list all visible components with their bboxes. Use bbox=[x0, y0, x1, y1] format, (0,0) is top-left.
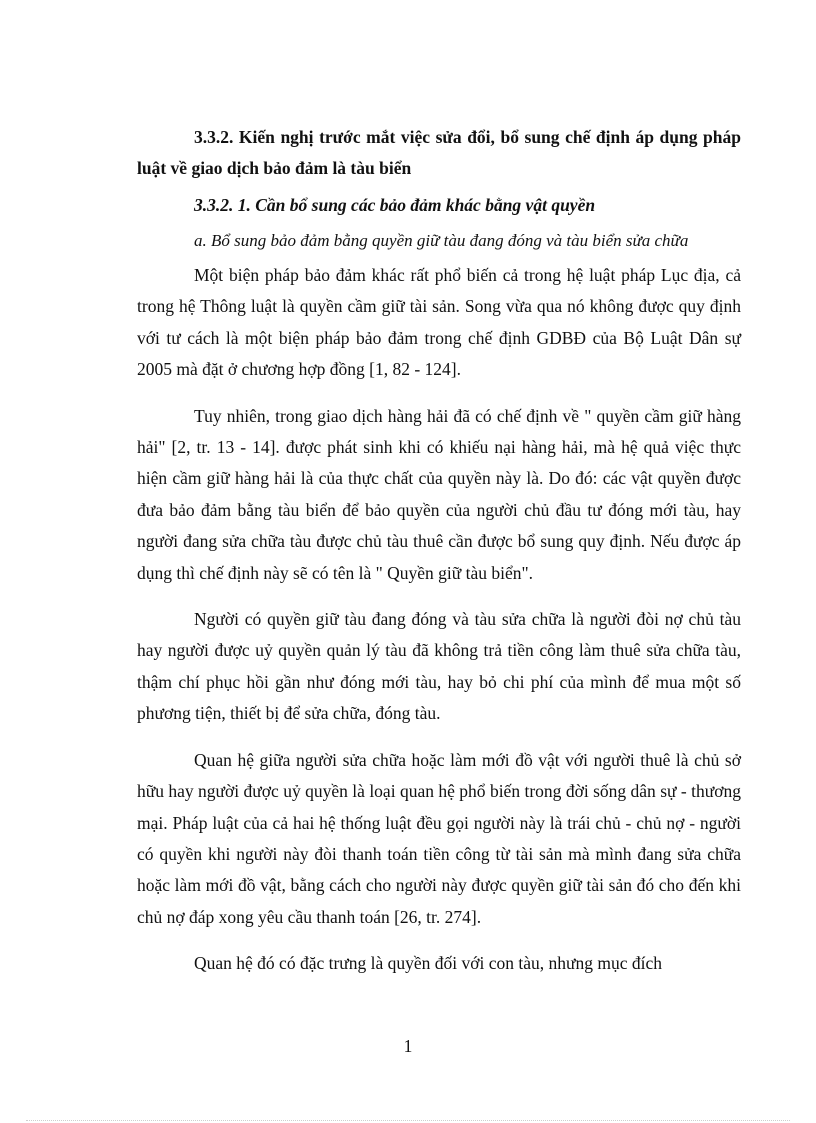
footer-divider bbox=[26, 1120, 790, 1121]
subsection-heading: 3.3.2. 1. Cần bổ sung các bảo đảm khác bằng vật quyền bbox=[194, 195, 596, 215]
paragraph: Một biện pháp bảo đảm khác rất phổ biến cả trong hệ luật pháp Lục địa, cả trong hệ Thông luật là quyền cầm giữ tài sản. Song vừa qua nó không được quy định với tư cách là một biện pháp bảo đảm trong chế định GDBĐ của Bộ Luật Dân sự 2005 mà đặt ở chương hợp đồng [1, 82 - 124]. bbox=[137, 265, 741, 380]
paragraph: Tuy nhiên, trong giao dịch hàng hải đã có chế định về " quyền cầm giữ hàng hải" [2, tr. 13 - 14]. được phát sinh khi có khiếu nại hàng hải, mà hệ quả việc thực hiện cầm giữ hàng hải là của thực chất của quyền này là. Do đó: các vật quyền được đưa bảo đảm bằng tàu biển để bảo quyền của người chủ đầu tư đóng mới tàu, hay người đang sửa chữa tàu được chủ tàu thuê cần được bổ sung quy định. Nếu được áp dụng thì chế định này sẽ có tên là " Quyền giữ tàu biển". bbox=[137, 405, 741, 583]
section-heading: 3.3.2. Kiến nghị trước mắt việc sửa đổi, bổ sung chế định áp dụng pháp luật về giao dịch bảo đảm là tàu biển bbox=[137, 127, 741, 178]
subsection-title: a. Bổ sung bảo đảm bằng quyền giữ tàu đang đóng và tàu biển sửa chữa bbox=[194, 231, 689, 250]
paragraph: Người có quyền giữ tàu đang đóng và tàu sửa chữa là người đòi nợ chủ tàu hay người được uỷ quyền quản lý tàu đã không trả tiền công làm thuê sửa chữa tàu, thậm chí phục hồi gần như đóng mới tàu, hay bỏ chi phí của mình để mua một số phương tiện, thiết bị để sửa chữa, đóng tàu. bbox=[137, 609, 741, 724]
document-body bbox=[137, 122, 741, 995]
page-number: 1 bbox=[403, 1036, 413, 1056]
paragraph: Quan hệ đó có đặc trưng là quyền đối với con tàu, nhưng mục đích bbox=[194, 953, 663, 974]
paragraph: Quan hệ giữa người sửa chữa hoặc làm mới đồ vật với người thuê là chủ sở hữu hay người được uỷ quyền là loại quan hệ phổ biến trong đời sống dân sự - thương mại. Pháp luật của cả hai hệ thống luật đều gọi người này là trái chủ - chủ nợ - người có quyền khi người này đòi thanh toán tiền công từ tài sản mà mình đang sửa chữa hoặc làm mới đồ vật, bằng cách cho người này được quyền giữ tài sản đó cho đến khi chủ nợ đáp xong yêu cầu thanh toán [26, tr. 274]. bbox=[137, 749, 741, 927]
